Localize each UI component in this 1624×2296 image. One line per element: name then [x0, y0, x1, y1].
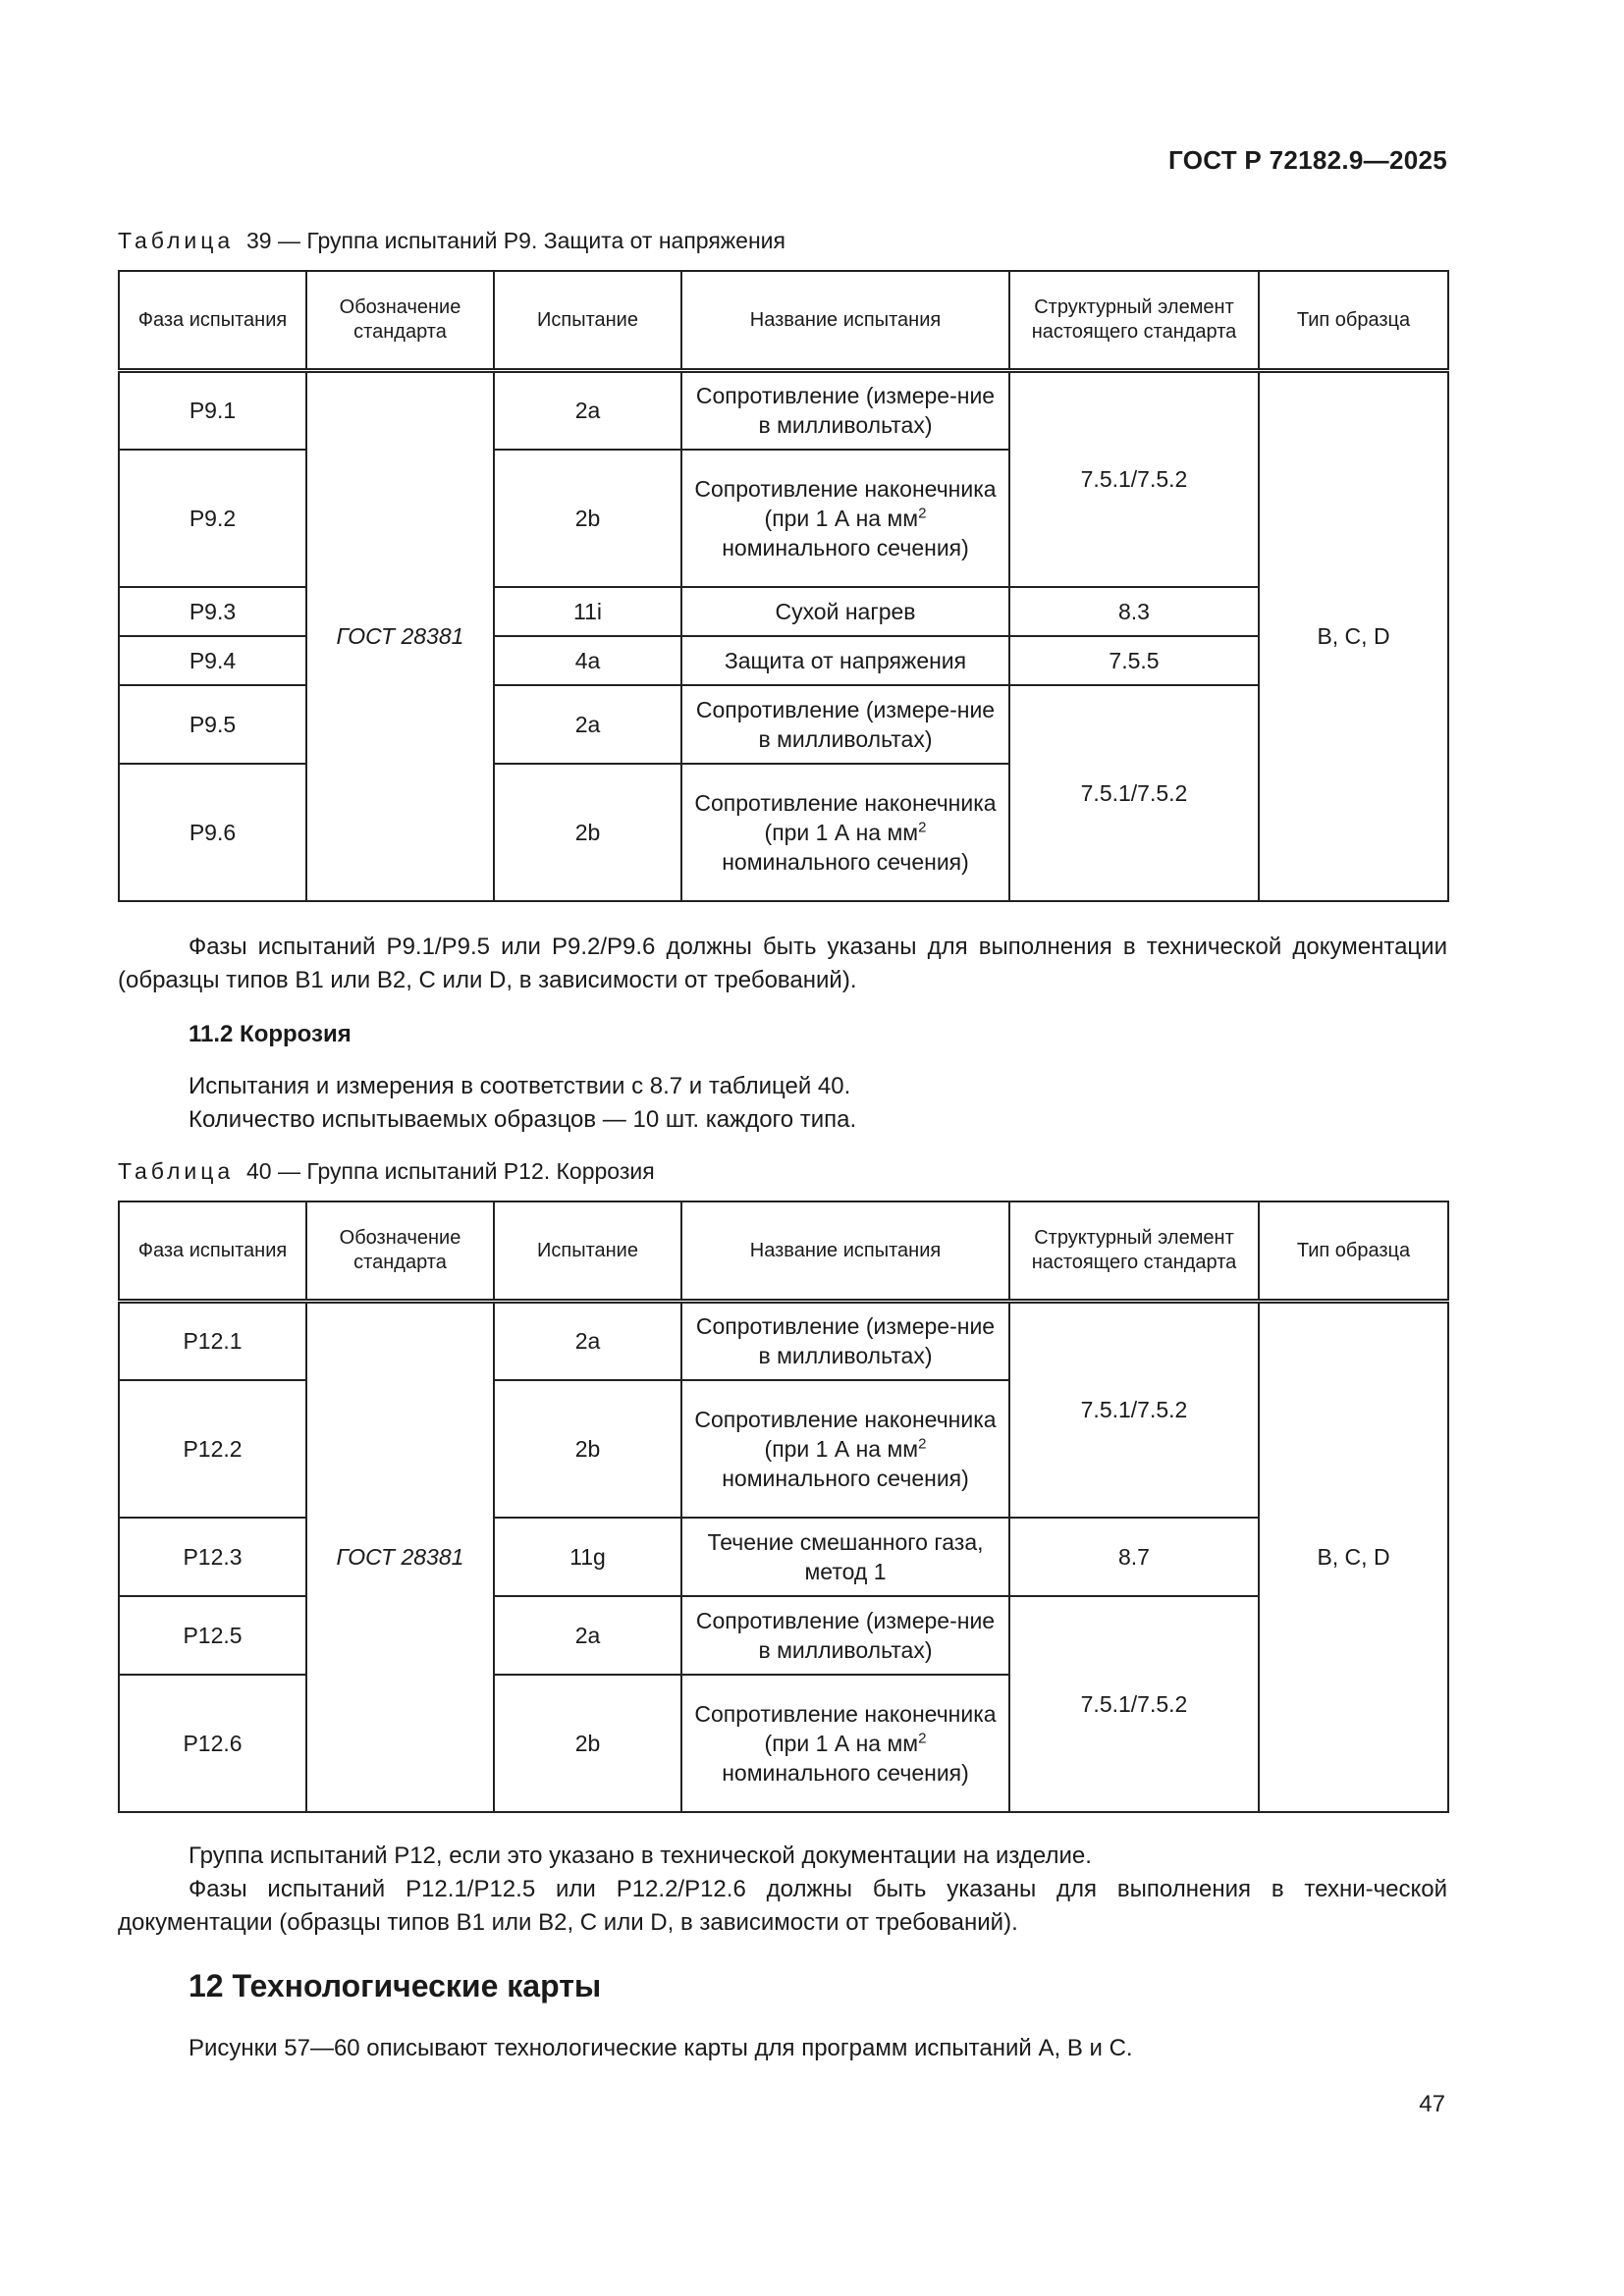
table-40-header-phase: Фаза испытания	[119, 1201, 306, 1302]
section-11-2-line-1: Испытания и измерения в соответствии с 8.7 и таблицей 40.	[189, 1073, 851, 1099]
test-name-cell: Сопротивление (измере-ние в милливольтах)	[681, 685, 1009, 764]
phase-cell: P12.2	[119, 1380, 306, 1518]
test-name-text: Сопротивление наконечника (при 1 А на мм	[694, 1406, 997, 1462]
table-39-header-phase: Фаза испытания	[119, 271, 306, 371]
test-name-text: Сопротивление наконечника (при 1 А на мм	[694, 1700, 997, 1756]
table-40-caption-label: Таблица	[118, 1158, 235, 1184]
element-cell: 7.5.1/7.5.2	[1009, 371, 1259, 587]
test-cell: 4a	[494, 636, 681, 685]
phase-cell: P12.6	[119, 1675, 306, 1812]
phase-cell: P9.6	[119, 764, 306, 901]
table-39-header-test: Испытание	[494, 271, 681, 371]
test-name-text: Сопротивление наконечника (при 1 А на мм	[694, 475, 997, 531]
table-39	[118, 270, 1449, 902]
phase-cell: P9.4	[119, 636, 306, 685]
superscript: 2	[918, 1729, 927, 1746]
phase-cell: P12.5	[119, 1596, 306, 1675]
table-row	[119, 1302, 1448, 1380]
standard-cell: ГОСТ 28381	[306, 371, 494, 901]
test-name-cell: Защита от напряжения	[681, 636, 1009, 685]
table-40-caption	[118, 1158, 655, 1185]
test-name-cell	[681, 450, 1009, 587]
test-name-cell: Сопротивление (измере-ние в милливольтах)	[681, 1596, 1009, 1675]
phase-cell: P9.2	[119, 450, 306, 587]
phase-cell: P9.5	[119, 685, 306, 764]
superscript: 2	[918, 1434, 927, 1452]
element-cell: 8.3	[1009, 587, 1259, 636]
page-number: 47	[1419, 2091, 1445, 2117]
test-name-cell: Сухой нагрев	[681, 587, 1009, 636]
test-cell: 2b	[494, 1380, 681, 1518]
test-cell: 2b	[494, 450, 681, 587]
table-row	[119, 371, 1448, 450]
paragraph-table-40-note-1: Группа испытаний P12, если это указано в технической документации на изделие.	[189, 1842, 1092, 1869]
test-cell: 11i	[494, 587, 681, 636]
table-39-caption-label: Таблица	[118, 228, 235, 253]
element-cell: 7.5.1/7.5.2	[1009, 1596, 1259, 1812]
test-name-text: номинального сечения)	[722, 848, 969, 875]
table-39-caption	[118, 228, 785, 254]
table-40-header-element: Структурный элемент настоящего стандарта	[1009, 1201, 1259, 1302]
section-12-text: Рисунки 57—60 описывают технологические карты для программ испытаний А, В и С.	[189, 2035, 1133, 2061]
section-11-2-line-2: Количество испытываемых образцов — 10 шт. каждого типа.	[189, 1106, 857, 1133]
test-name-text: номинального сечения)	[722, 1465, 969, 1491]
table-40-header-name: Название испытания	[681, 1201, 1009, 1302]
test-name-cell	[681, 1675, 1009, 1812]
element-cell: 7.5.5	[1009, 636, 1259, 685]
sample-type-cell: B, C, D	[1259, 371, 1448, 901]
test-cell: 2b	[494, 764, 681, 901]
test-name-cell	[681, 764, 1009, 901]
table-40-header-test: Испытание	[494, 1201, 681, 1302]
superscript: 2	[918, 818, 927, 835]
section-12-title: 12 Технологические карты	[189, 1968, 602, 2003]
superscript: 2	[918, 504, 927, 521]
phase-cell: P9.3	[119, 587, 306, 636]
test-cell: 2b	[494, 1675, 681, 1812]
element-cell: 7.5.1/7.5.2	[1009, 685, 1259, 901]
element-cell: 7.5.1/7.5.2	[1009, 1302, 1259, 1518]
standard-cell: ГОСТ 28381	[306, 1302, 494, 1812]
document-code: ГОСТ Р 72182.9—2025	[1168, 145, 1447, 175]
table-39-header-row	[119, 271, 1448, 371]
paragraph-table-39-note: Фазы испытаний P9.1/P9.5 или P9.2/P9.6 должны быть указаны для выполнения в технической документации (образцы типов B1 или B2, C или D, в зависимости от требований).	[118, 934, 1447, 993]
test-cell: 2a	[494, 1302, 681, 1380]
paragraph-table-40-note-2: Фазы испытаний P12.1/P12.5 или P12.2/P12.6 должны быть указаны для выполнения в техни-ческой документации (образцы типов B1 или B2, C или D, в зависимости от требований).	[118, 1876, 1447, 1936]
phase-cell: P12.1	[119, 1302, 306, 1380]
test-name-cell	[681, 1380, 1009, 1518]
test-cell: 2a	[494, 371, 681, 450]
section-11-2-title: 11.2 Коррозия	[189, 1021, 352, 1047]
test-name-text: номинального сечения)	[722, 1759, 969, 1786]
phase-cell: P9.1	[119, 371, 306, 450]
phase-cell: P12.3	[119, 1518, 306, 1596]
sample-type-cell: B, C, D	[1259, 1302, 1448, 1812]
table-39-caption-text: 39 — Группа испытаний P9. Защита от напряжения	[245, 228, 785, 253]
test-name-text: Сопротивление наконечника (при 1 А на мм	[694, 789, 997, 845]
test-name-cell: Сопротивление (измере-ние в милливольтах)	[681, 1302, 1009, 1380]
test-name-text: номинального сечения)	[722, 534, 969, 561]
table-39-header-name: Название испытания	[681, 271, 1009, 371]
test-cell: 11g	[494, 1518, 681, 1596]
test-cell: 2a	[494, 685, 681, 764]
element-cell: 8.7	[1009, 1518, 1259, 1596]
table-39-header-element: Структурный элемент настоящего стандарта	[1009, 271, 1259, 371]
test-cell: 2a	[494, 1596, 681, 1675]
table-39-header-sample: Тип образца	[1259, 271, 1448, 371]
table-40-caption-text: 40 — Группа испытаний P12. Коррозия	[245, 1158, 655, 1184]
test-name-cell: Течение смешанного газа, метод 1	[681, 1518, 1009, 1596]
table-40-header-standard: Обозначение стандарта	[306, 1201, 494, 1302]
test-name-cell: Сопротивление (измере-ние в милливольтах)	[681, 371, 1009, 450]
table-39-header-standard: Обозначение стандарта	[306, 271, 494, 371]
table-40	[118, 1201, 1449, 1813]
table-40-header-row	[119, 1201, 1448, 1302]
table-40-header-sample: Тип образца	[1259, 1201, 1448, 1302]
